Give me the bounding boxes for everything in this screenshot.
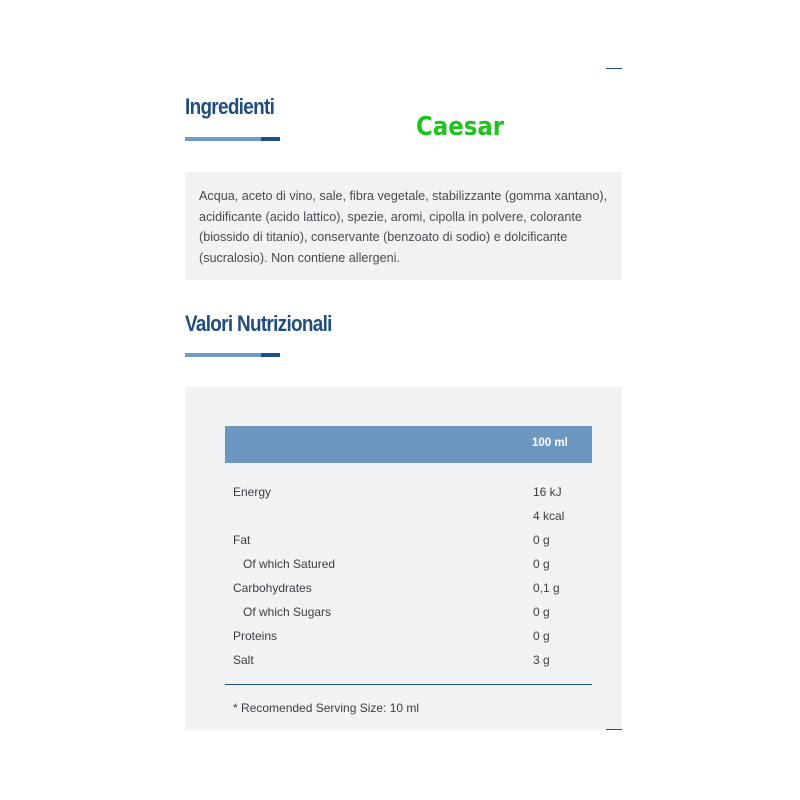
nutrient-label: Of which Sugars [243,605,332,619]
nutrient-label: Of which Satured [243,557,336,571]
nutrition-row [185,605,622,625]
table-divider [225,684,592,685]
nutrition-row [185,485,622,505]
top-right-mark [606,68,622,69]
nutrient-value: 3 g [533,653,550,667]
nutrition-heading-underline [185,353,280,357]
nutrient-value: 0 g [533,557,550,571]
nutrient-label: Salt [233,653,254,667]
nutrition-row [185,509,622,529]
nutrient-value: 0,1 g [533,581,560,595]
nutrient-value: 0 g [533,605,550,619]
nutrient-value: 16 kJ [533,485,562,499]
nutrition-table-header [225,426,592,463]
nutrition-panel [185,387,622,730]
nutrition-row [185,653,622,673]
ingredients-panel [185,172,622,280]
nutrient-label: Carbohydrates [233,581,312,595]
nutrient-value: 4 kcal [533,509,565,523]
nutrient-label: Proteins [233,629,278,643]
serving-size-footnote: * Recomended Serving Size: 10 ml [233,701,420,715]
bottom-right-mark [606,729,622,730]
ingredients-heading-underline [185,137,280,141]
nutrient-value: 0 g [533,533,550,547]
nutrition-row [185,557,622,577]
nutrition-row [185,533,622,553]
column-header-100ml: 100 ml [532,437,568,449]
ingredients-heading: Ingredienti [185,94,275,119]
nutrition-heading: Valori Nutrizionali [185,311,332,336]
nutrient-label: Energy [233,485,272,499]
nutrient-value: 0 g [533,629,550,643]
nutrition-row [185,629,622,649]
ingredients-text: Acqua, aceto di vino, sale, fibra vegetale, stabilizzante (gomma xantano), acidificante (acido lattico), spezie, aromi, cipolla in polvere, colorante (biossido di titanio), conservante (benzoato di sodio) e dolcificante (sucralosio). Non contiene allergeni. [199,189,608,265]
nutrition-row [185,581,622,601]
nutrient-label: Fat [233,533,251,547]
product-name: Caesar [416,112,505,142]
